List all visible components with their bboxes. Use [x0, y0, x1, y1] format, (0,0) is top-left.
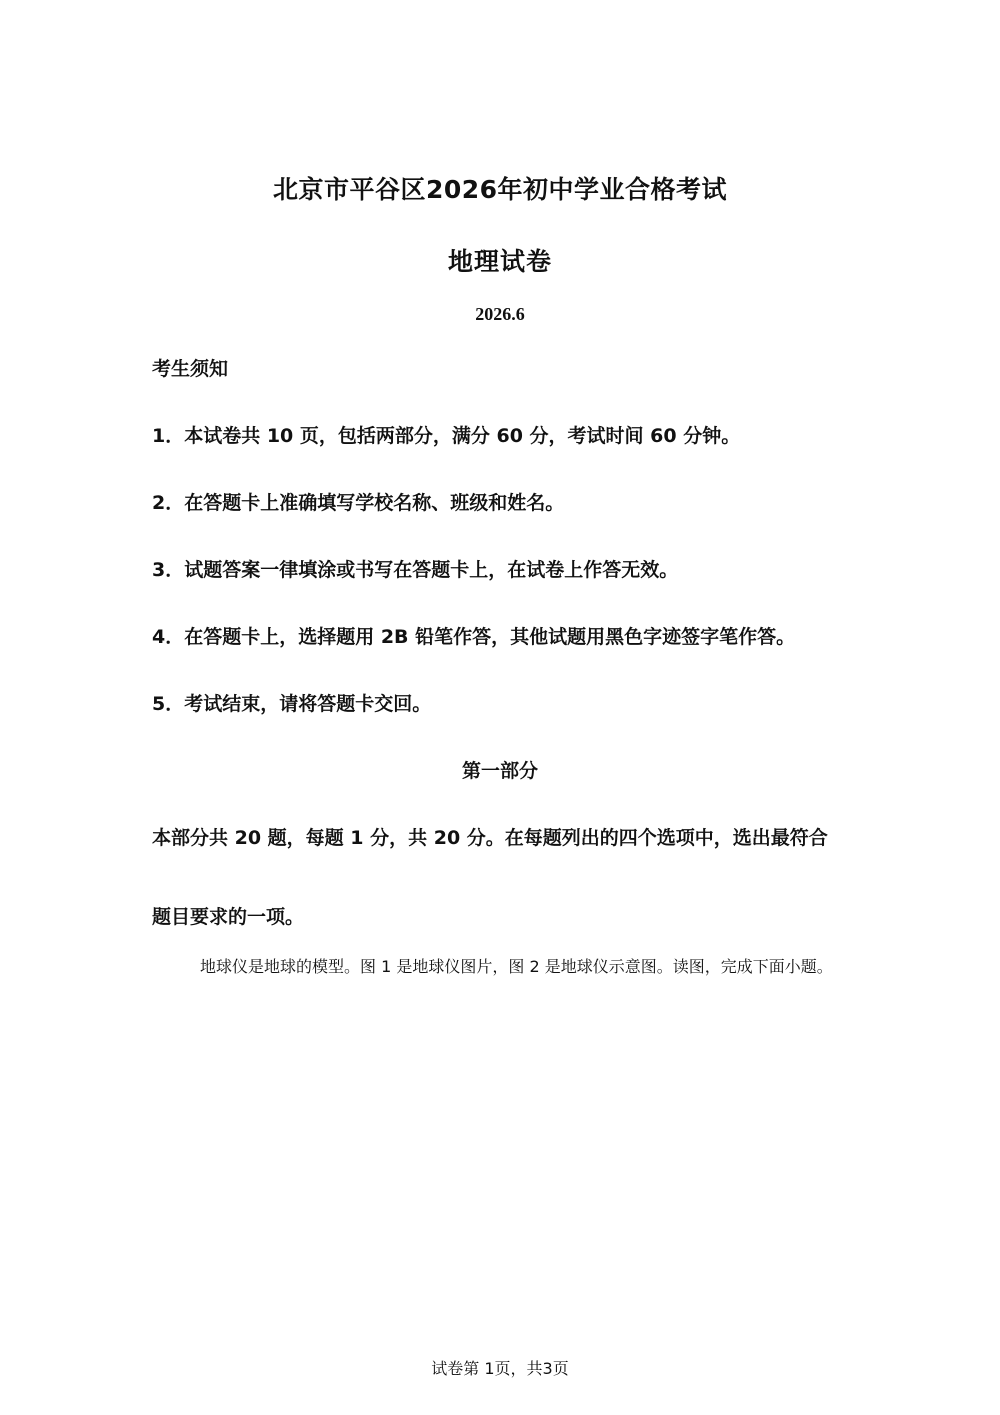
notice-item: 1．本试卷共 10 页，包括两部分，满分 60 分，考试时间 60 分钟。 — [152, 425, 741, 447]
notice-heading: 考生须知 — [152, 358, 229, 380]
notice-item: 5．考试结束，请将答题卡交回。 — [152, 693, 432, 715]
page-footer: 试卷第 1页，共3页 — [431, 1359, 569, 1378]
exam-subtitle: 地理试卷 — [447, 247, 552, 276]
question-passage: 地球仪是地球的模型。图 1 是地球仪图片，图 2 是地球仪示意图。读图，完成下面小题。 — [200, 957, 833, 976]
exam-title: 北京市平谷区2026年初中学业合格考试 — [272, 175, 728, 204]
exam-date: 2026.6 — [475, 304, 525, 324]
notice-item: 3．试题答案一律填涂或书写在答题卡上，在试卷上作答无效。 — [152, 559, 679, 581]
part-one-intro-line-2: 题目要求的一项。 — [152, 906, 305, 928]
part-one-intro-line-1: 本部分共 20 题，每题 1 分，共 20 分。在每题列出的四个选项中，选出最符合 — [152, 827, 828, 849]
notice-item: 2．在答题卡上准确填写学校名称、班级和姓名。 — [152, 492, 565, 514]
part-one-heading: 第一部分 — [461, 760, 538, 782]
notice-item: 4．在答题卡上，选择题用 2B 铅笔作答，其他试题用黑色字迹签字笔作答。 — [152, 626, 796, 648]
